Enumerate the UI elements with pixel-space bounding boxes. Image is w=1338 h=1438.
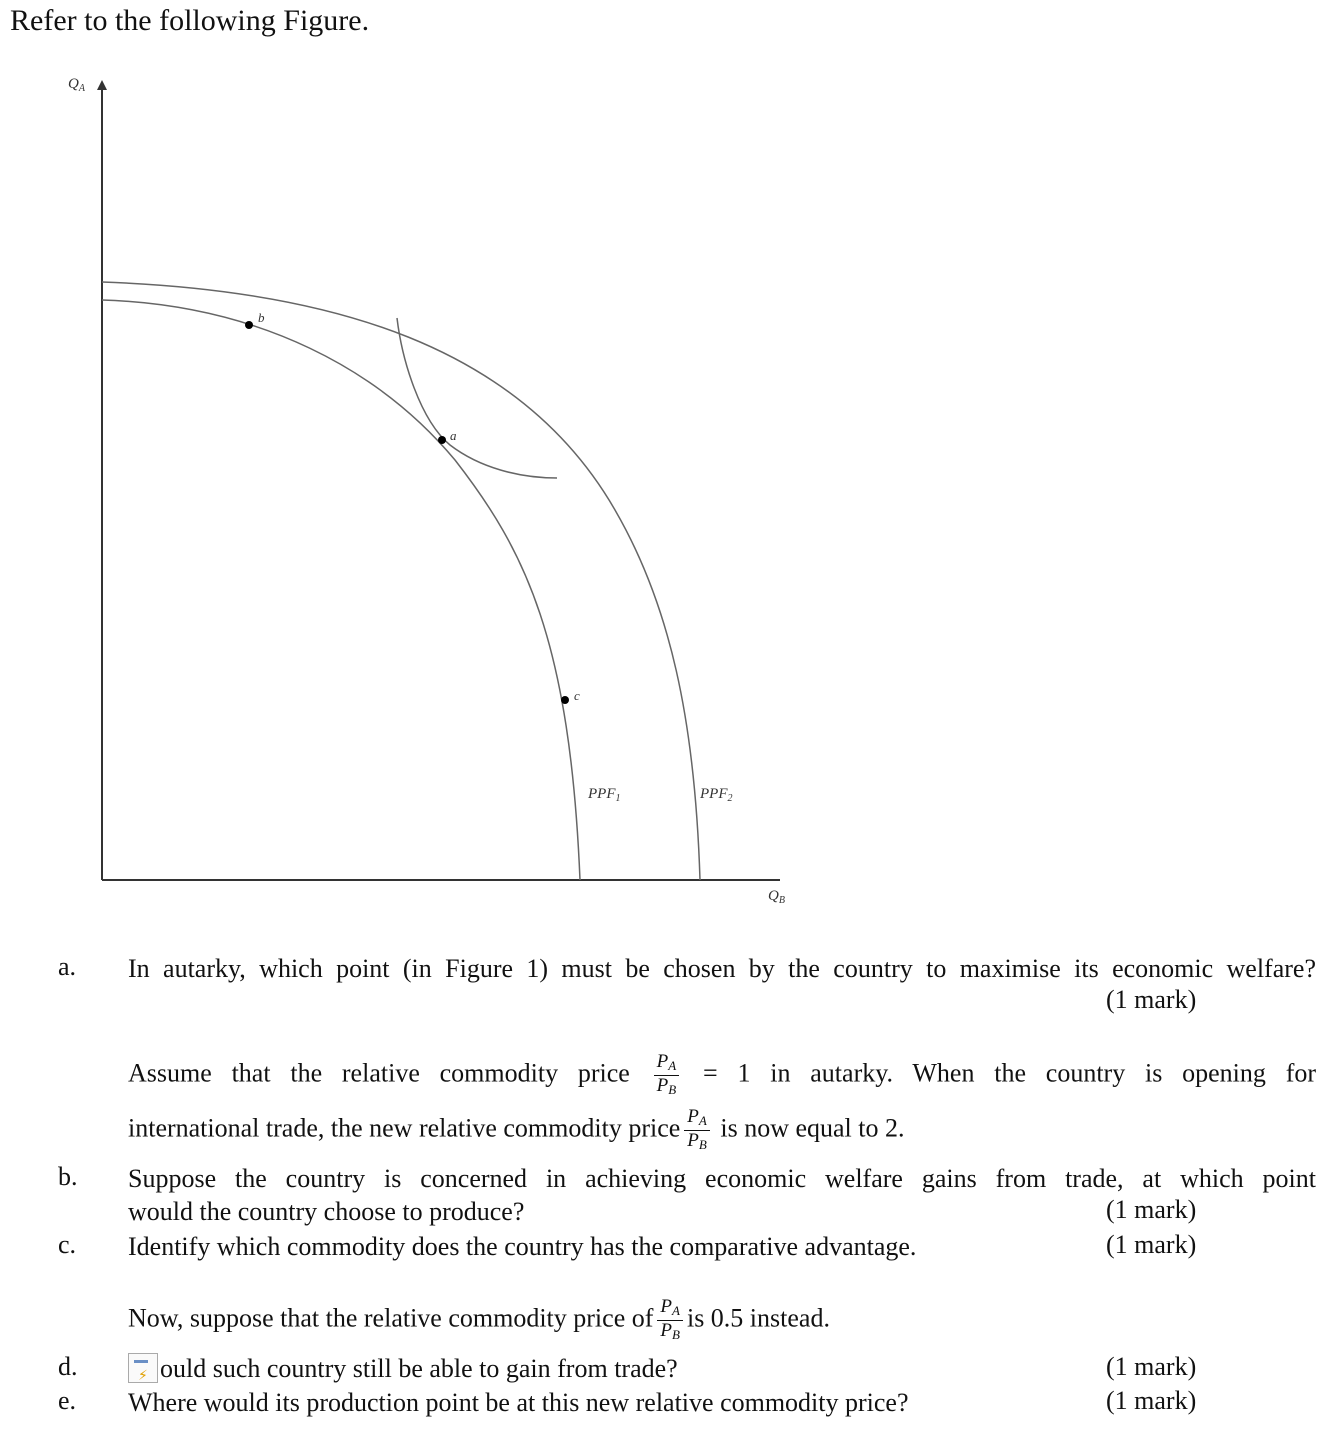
context1-part1: Assume that the relative commodity price (128, 1058, 630, 1088)
context1-part4: is now equal to 2. (720, 1113, 905, 1143)
point-b-label: b (258, 310, 265, 325)
question-a-text: In autarky, which point (in Figure 1) must be chosen by the country to maximise its economic welfare? (128, 954, 1316, 983)
context1-part3: international trade, the new relative commodity price (128, 1113, 681, 1143)
y-axis-arrow (97, 80, 107, 90)
embedded-object-icon[interactable] (128, 1353, 158, 1383)
question-b-letter: b. (58, 1162, 78, 1191)
ppf1-curve (102, 300, 580, 880)
question-c-letter: c. (58, 1230, 77, 1259)
price-ratio-fraction: $\frac{P_A}{P_B}$ (657, 1297, 683, 1344)
price-ratio-fraction: $\frac{P_A}{P_B}$ (684, 1107, 710, 1154)
question-e-mark: (1 mark) (1106, 1386, 1197, 1415)
question-b-line1: Suppose the country is concerned in achieving economic welfare gains from trade, at which point (128, 1164, 1316, 1193)
point-a (438, 436, 446, 444)
y-axis-label: $Q_A$ (68, 76, 85, 94)
question-d-letter: d. (58, 1352, 78, 1381)
context2-part1: Now, suppose that the relative commodity price of (128, 1303, 654, 1333)
context1-line2 (128, 1107, 1316, 1154)
question-a-mark: (1 mark) (1106, 985, 1197, 1014)
question-d-mark: (1 mark) (1106, 1352, 1197, 1381)
price-ratio-fraction: $\frac{P_A}{P_B}$ (654, 1052, 680, 1099)
question-d-text: ould such country still be able to gain from trade? (160, 1354, 678, 1383)
ppf2-label: $PPF_2$ (700, 786, 733, 804)
question-e-letter: e. (58, 1386, 77, 1415)
question-b-line2: would the country choose to produce? (128, 1197, 525, 1226)
context1-part2: = 1 in autarky. When the country is opening for (703, 1058, 1317, 1088)
question-a-letter: a. (58, 952, 77, 981)
question-c-text: Identify which commodity does the country has the comparative advantage. (128, 1232, 917, 1261)
question-c-mark: (1 mark) (1106, 1230, 1197, 1259)
point-a-label: a (450, 428, 457, 443)
context1-line1 (128, 1052, 1316, 1099)
question-e-text: Where would its production point be at this new relative commodity price? (128, 1388, 909, 1417)
point-c-label: c (574, 688, 580, 703)
ppf1-label: $PPF_1$ (588, 786, 621, 804)
x-axis-label: $Q_B$ (768, 888, 785, 906)
question-b-mark: (1 mark) (1106, 1195, 1197, 1224)
context2-part2: is 0.5 instead. (686, 1303, 830, 1333)
context2-line (128, 1297, 1316, 1344)
point-c (561, 696, 569, 704)
point-b (245, 321, 253, 329)
intro-text: Refer to the following Figure. (10, 4, 370, 37)
ppf-figure (0, 60, 820, 920)
